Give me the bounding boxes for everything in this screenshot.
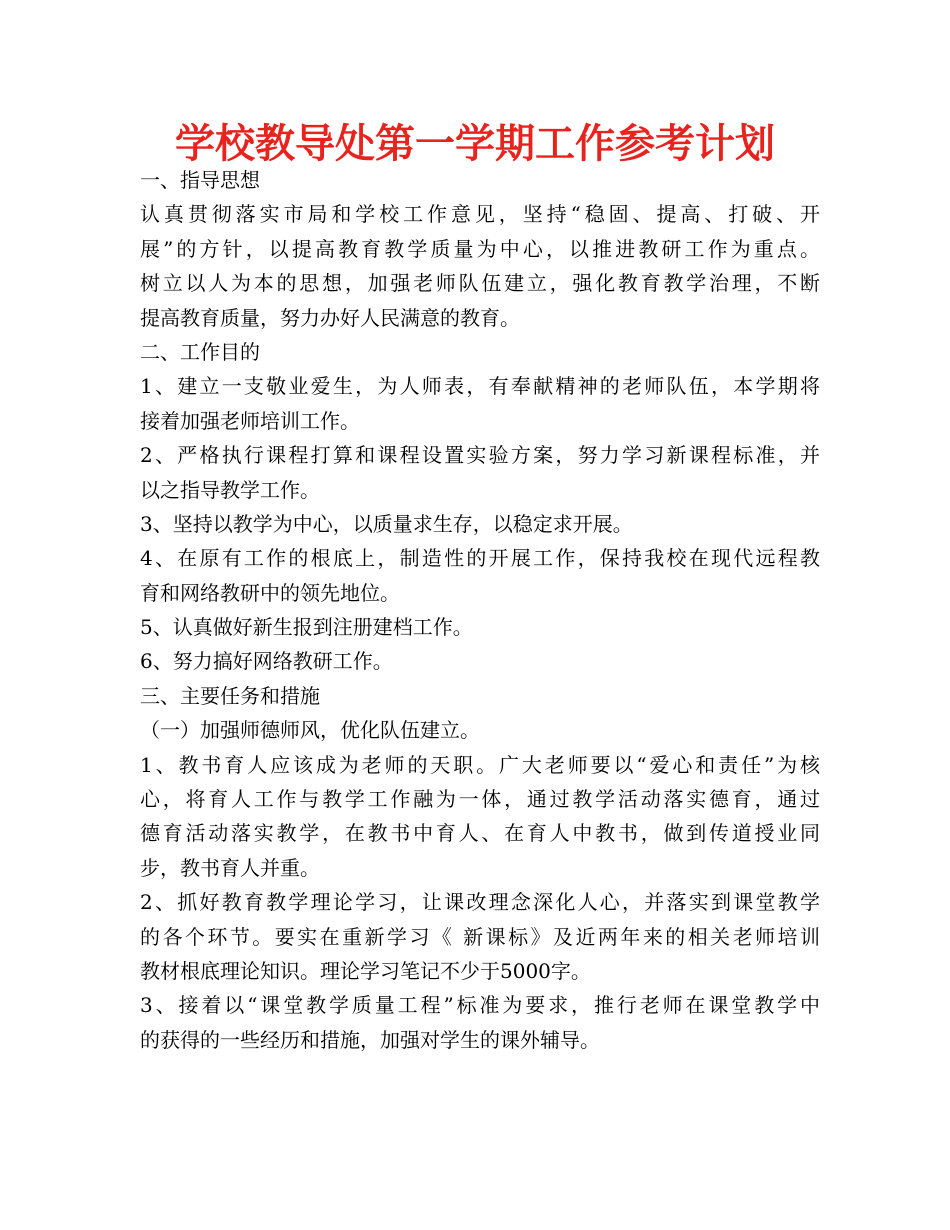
paragraph-line: 一、指导思想 [140, 168, 260, 192]
paragraph-line: 3、接着以“课堂教学质量工程”标准为要求，推行老师在课堂教学中 [140, 993, 820, 1018]
paragraph-line: 育和网络教研中的领先地位。 [140, 580, 400, 605]
paragraph-line: （一）加强师德师风，优化队伍建立。 [140, 718, 480, 743]
paragraph-line: 2、抓好教育教学理论学习，让课改理念深化人心，并落实到课堂教学 [140, 890, 820, 915]
paragraph-line: 树立以人为本的思想，加强老师队伍建立，强化教育教学治理，不断 [140, 271, 820, 296]
paragraph-line: 的获得的一些经历和措施，加强对学生的课外辅导。 [140, 1027, 600, 1052]
document-body [140, 163, 820, 1057]
paragraph-line: 教材根底理论知识。理论学习笔记不少于5000字。 [140, 958, 591, 983]
paragraph-line: 二、工作目的 [140, 339, 260, 364]
paragraph-line: 5、认真做好新生报到注册建档工作。 [140, 615, 473, 640]
paragraph-line: 1、建立一支敬业爱生，为人师表，有奉献精神的老师队伍，本学期将 [140, 374, 820, 399]
paragraph-line: 接着加强老师培训工作。 [140, 408, 360, 433]
paragraph-line: 提高教育质量，努力办好人民满意的教育。 [140, 305, 520, 330]
paragraph-line: 认真贯彻落实市局和学校工作意见，坚持“稳固、提高、打破、开 [140, 202, 820, 227]
document-title: 学校教导处第一学期工作参考计划 [175, 121, 775, 167]
paragraph-line: 的各个环节。要实在重新学习《 新课标》及近两年来的相关老师培训 [140, 924, 820, 949]
paragraph-line: 步，教书育人并重。 [140, 855, 320, 880]
paragraph-line: 2、严格执行课程打算和课程设置实验方案，努力学习新课程标准，并 [140, 443, 820, 468]
paragraph-line: 心，将育人工作与教学工作融为一体，通过教学活动落实德育，通过 [140, 787, 820, 812]
paragraph-line: 6、努力搞好网络教研工作。 [140, 649, 393, 674]
paragraph-line: 4、在原有工作的根底上，制造性的开展工作，保持我校在现代远程教 [140, 546, 820, 571]
paragraph-line: 3、坚持以教学为中心，以质量求生存，以稳定求开展。 [140, 511, 633, 536]
paragraph-line: 1、教书育人应该成为老师的天职。广大老师要以“爱心和责任”为核 [140, 752, 820, 777]
paragraph-line: 展”的方针，以提高教育教学质量为中心，以推进教研工作为重点。 [140, 236, 820, 261]
paragraph-line: 三、主要任务和措施 [140, 683, 320, 708]
paragraph-line: 以之指导教学工作。 [140, 477, 320, 502]
paragraph-line: 德育活动落实教学，在教书中育人、在育人中教书，做到传道授业同 [140, 821, 820, 846]
